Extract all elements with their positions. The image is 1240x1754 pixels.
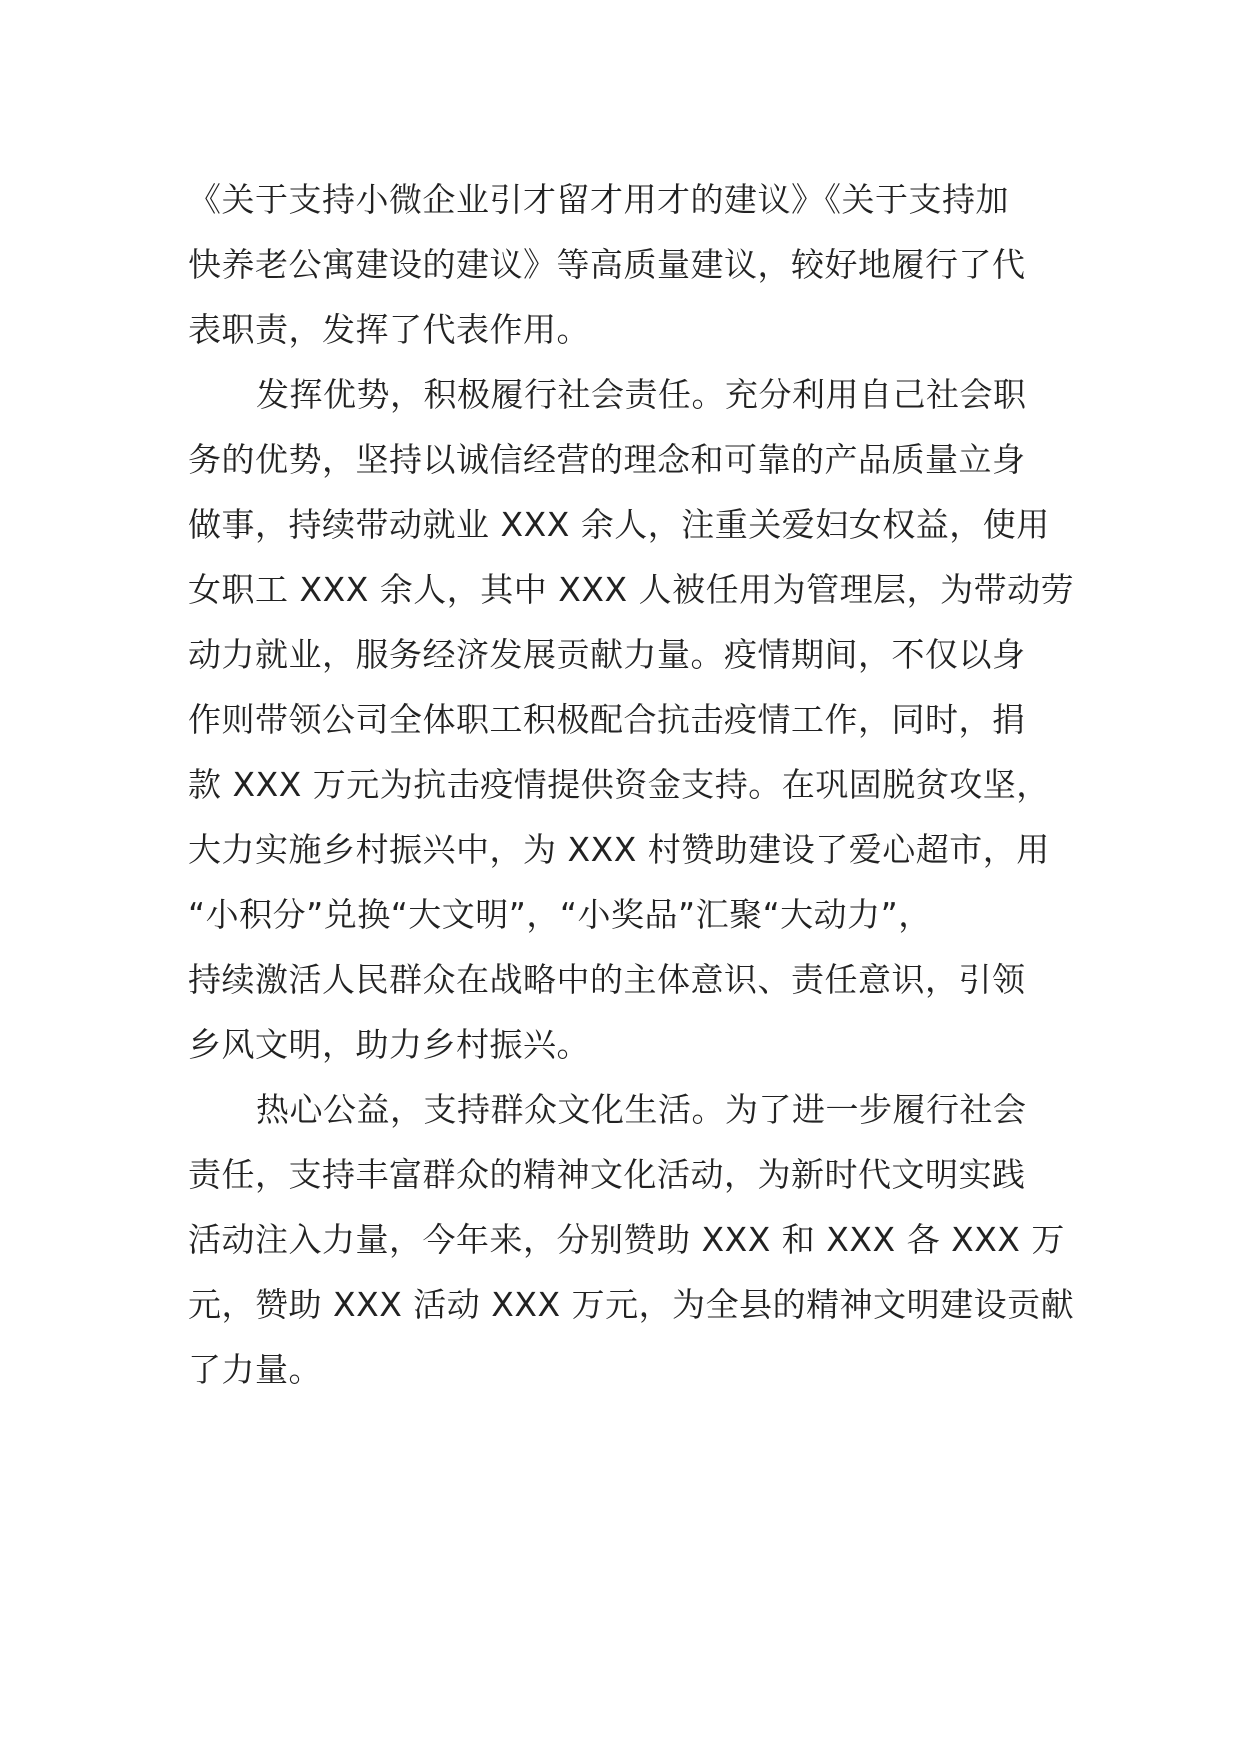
text-line: 元，赞助 XXX 活动 XXX 万元，为全县的精神文明建设贡献 [188, 1285, 1075, 1324]
text-line: “小积分”兑换“大文明”，“小奖品”汇聚“大动力”， [188, 895, 932, 934]
text-line: 乡风文明，助力乡村振兴。 [188, 1025, 590, 1064]
text-line: 大力实施乡村振兴中，为 XXX 村赞助建设了爱心超市，用 [188, 830, 1050, 869]
text-line: 务的优势，坚持以诚信经营的理念和可靠的产品质量立身 [188, 440, 1026, 479]
text-line: 热心公益，支持群众文化生活。为了进一步履行社会 [256, 1090, 1027, 1129]
paragraph-social-responsibility [188, 362, 1075, 1077]
text-line: 持续激活人民群众在战略中的主体意识、责任意识，引领 [188, 960, 1026, 999]
text-line: 作则带领公司全体职工积极配合抗击疫情工作，同时，捐 [188, 700, 1026, 739]
text-line: 快养老公寓建设的建议》等高质量建议，较好地履行了代 [188, 245, 1026, 284]
paragraph-intro-continuation [188, 167, 1068, 362]
text-line: 女职工 XXX 余人，其中 XXX 人被任用为管理层，为带动劳 [188, 570, 1075, 609]
text-line: 发挥优势，积极履行社会责任。充分利用自己社会职 [256, 375, 1027, 414]
document-body [188, 167, 1075, 1402]
text-line: 款 XXX 万元为抗击疫情提供资金支持。在巩固脱贫攻坚， [188, 765, 1050, 804]
paragraph-public-welfare [188, 1077, 1075, 1402]
text-line: 表职责，发挥了代表作用。 [188, 310, 590, 349]
text-line: 《关于支持小微企业引才留才用才的建议》《关于支持加 [188, 180, 1009, 219]
text-line: 做事，持续带动就业 XXX 余人，注重关爱妇女权益，使用 [188, 505, 1050, 544]
text-line: 了力量。 [188, 1350, 322, 1389]
text-line: 责任，支持丰富群众的精神文化活动，为新时代文明实践 [188, 1155, 1026, 1194]
text-line: 活动注入力量，今年来，分别赞助 XXX 和 XXX 各 XXX 万 [188, 1220, 1065, 1259]
text-line: 动力就业，服务经济发展贡献力量。疫情期间，不仅以身 [188, 635, 1026, 674]
